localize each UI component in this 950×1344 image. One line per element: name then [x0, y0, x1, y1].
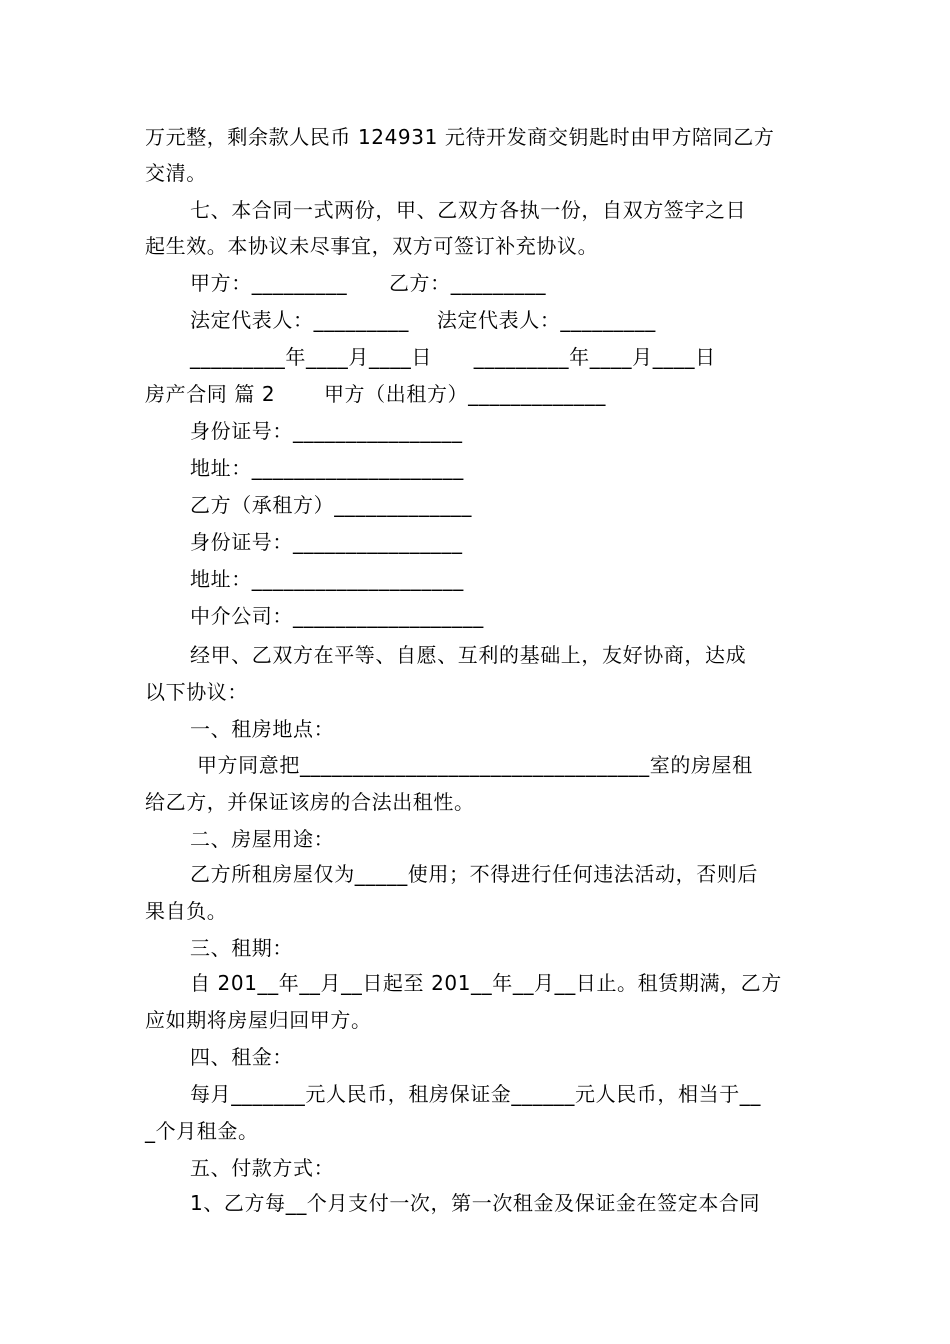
- address-line: 地址：____________________: [190, 567, 464, 591]
- party-signature-line: 甲方：_________ 乙方：_________: [190, 271, 547, 295]
- clause-line: 每月_______元人民币，租房保证金______元人民币，相当于__: [190, 1082, 761, 1106]
- section-heading: 五、付款方式：: [190, 1156, 335, 1180]
- agency-line: 中介公司：__________________: [190, 604, 484, 628]
- section-heading: 二、房屋用途：: [190, 827, 335, 851]
- address-line: 地址：____________________: [190, 456, 464, 480]
- clause-line: 自 201__年__月__日起至 201__年__月__日止。租赁期满，乙方: [190, 971, 782, 995]
- paragraph-7-line-2: 起生效。本协议未尽事宜，双方可签订补充协议。: [145, 234, 599, 258]
- intro-line-2: 以下协议：: [145, 680, 248, 704]
- clause-line: 乙方所租房屋仅为_____使用；不得进行任何违法活动，否则后: [190, 862, 758, 886]
- section-heading-party-a: 房产合同 篇 2 甲方（出租方）_____________: [145, 382, 606, 406]
- clause-line: 给乙方，并保证该房的合法出租性。: [145, 790, 475, 814]
- text-line: 交清。: [145, 161, 207, 185]
- legal-representative-line: 法定代表人：_________ 法定代表人：_________: [190, 308, 656, 332]
- id-number-line: 身份证号：________________: [190, 530, 463, 554]
- section-heading: 三、租期：: [190, 936, 293, 960]
- text-line: 万元整，剩余款人民币 124931 元待开发商交钥匙时由甲方陪同乙方: [145, 125, 775, 149]
- paragraph-7-line-1: 七、本合同一式两份，甲、乙双方各执一份，自双方签字之日: [190, 198, 747, 222]
- date-line: _________年____月____日 _________年____月____日: [190, 345, 716, 369]
- id-number-line: 身份证号：________________: [190, 419, 463, 443]
- clause-line: _个月租金。: [145, 1119, 259, 1143]
- intro-line-1: 经甲、乙双方在平等、自愿、互利的基础上，友好协商，达成: [190, 643, 747, 667]
- clause-line: 1、乙方每__个月支付一次，第一次租金及保证金在签定本合同: [190, 1191, 761, 1215]
- section-heading: 四、租金：: [190, 1045, 293, 1069]
- clause-line: 果自负。: [145, 899, 228, 923]
- clause-line: 应如期将房屋归回甲方。: [145, 1008, 372, 1032]
- section-heading: 一、租房地点：: [190, 717, 335, 741]
- party-b-line: 乙方（承租方）_____________: [190, 493, 472, 517]
- clause-line: 甲方同意把_________________________________室的房屋租: [190, 753, 753, 777]
